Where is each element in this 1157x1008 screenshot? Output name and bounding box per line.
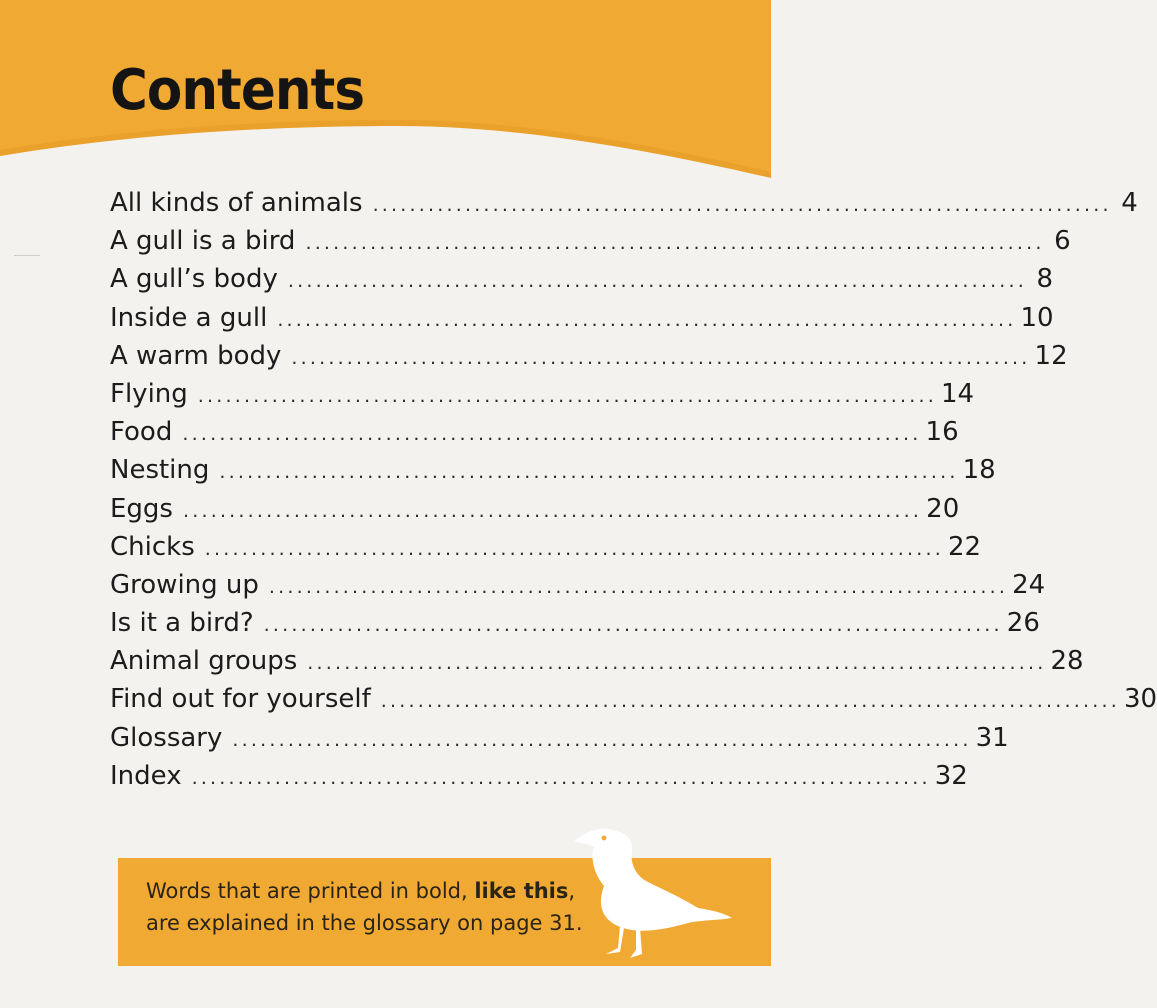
toc-entry-page: 28	[1050, 646, 1084, 677]
toc-entry-title: Glossary	[110, 722, 223, 753]
toc-entry-title: Inside a gull	[110, 302, 268, 333]
toc-entry-title: A warm body	[110, 340, 282, 371]
toc-entry-title: Chicks	[110, 531, 195, 562]
toc-entry-page: 30	[1123, 684, 1157, 715]
toc-entry-title: Flying	[110, 378, 188, 409]
toc-entry-page: 12	[1034, 340, 1068, 371]
toc-entry	[110, 226, 1071, 264]
toc-entry	[110, 493, 960, 532]
note-text-line: are explained in the glossary on page 31.	[146, 911, 583, 935]
toc-entry-page: 20	[926, 493, 960, 524]
toc-leader-dots: ................................................................................	[191, 766, 931, 789]
toc-leader-dots: ................................................................................	[287, 270, 1028, 293]
toc-entry-title: All kinds of animals	[110, 188, 363, 218]
toc-entry-page: 24	[1012, 569, 1046, 600]
toc-entry-page: 8	[1036, 264, 1054, 295]
toc-entry	[110, 455, 996, 493]
toc-leader-dots: ................................................................................	[307, 652, 1047, 675]
toc-entry-title: A gull is a bird	[110, 226, 296, 257]
toc-leader-dots: ................................................................................	[263, 614, 1003, 637]
note-text-part: ,	[568, 879, 576, 903]
toc-leader-dots: ................................................................................	[305, 232, 1045, 255]
toc-leader-dots: ................................................................................	[291, 346, 1031, 369]
toc-entry-page: 6	[1054, 226, 1071, 257]
gull-silhouette-icon	[560, 812, 740, 972]
scan-mark	[14, 255, 40, 256]
toc-leader-dots: ................................................................................	[204, 537, 944, 560]
toc-entry-page: 26	[1006, 608, 1040, 639]
table-of-contents	[110, 188, 1157, 799]
toc-leader-dots: ................................................................................	[277, 308, 1017, 331]
toc-leader-dots: ................................................................................	[182, 499, 923, 522]
toc-entry	[110, 417, 959, 455]
toc-entry	[110, 646, 1084, 684]
toc-leader-dots: ................................................................................	[232, 728, 972, 751]
toc-entry-title: Food	[110, 417, 173, 448]
note-text-part: Words that are printed in bold,	[146, 879, 475, 903]
toc-entry	[110, 684, 1157, 722]
toc-entry-title: Nesting	[110, 455, 210, 486]
toc-entry	[110, 264, 1054, 302]
toc-leader-dots: ................................................................................	[268, 575, 1009, 598]
toc-entry	[110, 378, 975, 417]
toc-entry	[110, 340, 1068, 379]
toc-entry-title: Is it a bird?	[110, 608, 254, 639]
toc-entry-page: 32	[934, 760, 968, 791]
toc-entry-title: Find out for yourself	[110, 684, 371, 715]
page-title: Contents	[110, 58, 365, 123]
toc-entry-title: Eggs	[110, 493, 173, 524]
toc-entry-page: 18	[962, 455, 996, 486]
glossary-note	[146, 875, 586, 939]
toc-entry-page: 22	[947, 531, 982, 562]
toc-entry	[110, 760, 968, 799]
toc-leader-dots: ................................................................................	[372, 194, 1112, 216]
toc-entry	[110, 722, 1009, 761]
toc-entry	[110, 531, 982, 570]
toc-entry-page: 31	[975, 722, 1009, 753]
toc-entry-page: 10	[1020, 302, 1054, 333]
toc-entry-title: A gull’s body	[110, 264, 278, 295]
toc-leader-dots: ................................................................................	[182, 423, 922, 446]
toc-entry-title: Index	[110, 760, 182, 791]
toc-entry	[110, 188, 1138, 226]
toc-entry-page: 4	[1121, 188, 1138, 218]
toc-entry	[110, 569, 1046, 608]
toc-leader-dots: ................................................................................	[197, 384, 937, 407]
toc-entry	[110, 608, 1040, 646]
toc-entry	[110, 302, 1054, 341]
toc-entry-page: 14	[940, 378, 975, 409]
toc-entry-title: Growing up	[110, 569, 259, 600]
toc-leader-dots: ................................................................................	[219, 461, 959, 484]
toc-entry-page: 16	[925, 417, 959, 448]
toc-entry-title: Animal groups	[110, 646, 298, 677]
toc-leader-dots: ................................................................................	[380, 690, 1120, 713]
note-bold-example: like this	[474, 879, 569, 903]
